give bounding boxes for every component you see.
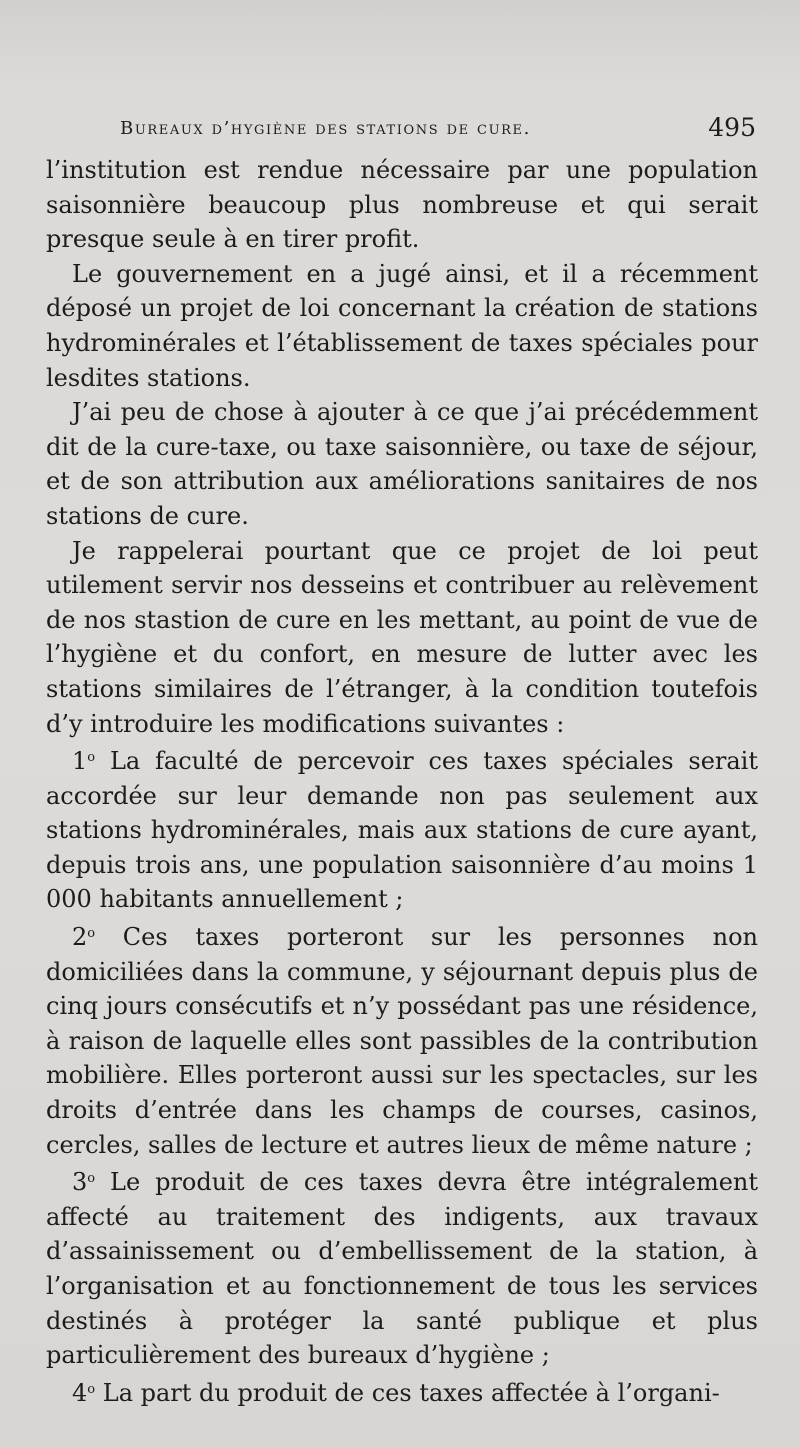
paragraph-text: Le gouvernement en a jugé ainsi, et il a récemment déposé un projet de loi concernant la création de stations hydrominérales et l’établissement de taxes spéciales pour lesdites stations. xyxy=(46,259,758,392)
item-text: La faculté de percevoir ces taxes spéciales serait accordée sur leur demande non pas seulement aux stations hydrominérales, mais aux stations de cure ayant, depuis trois ans, une population saisonnière d’au moins 1 000 habitants annuellement ; xyxy=(46,747,758,914)
paragraph-text: J’ai peu de chose à ajouter à ce que j’ai précédemment dit de la cure-taxe, ou taxe saisonnière, ou taxe de séjour, et de son attribution aux améliorations sanitaires de nos stations de cure. xyxy=(46,398,758,530)
body-text xyxy=(46,153,758,1410)
paragraph-government-bill xyxy=(46,257,758,395)
paragraph-modifications-intro xyxy=(46,534,758,742)
item-text: La part du produit de ces taxes affectée à l’organi- xyxy=(102,1378,720,1407)
paragraph-text: l’institution est rendue nécessaire par une population saisonnière beaucoup plus nombreuse et qui serait presque seule à en tirer profit. xyxy=(46,156,758,254)
paragraph-cure-tax xyxy=(46,395,758,533)
running-title: Bureaux d’hygiène des stations de cure. xyxy=(120,118,531,139)
numbered-item-3 xyxy=(46,1162,758,1373)
item-text: Le produit de ces taxes devra être intégralement affecté au traitement des indigents, aux travaux d’assainissement ou d’embellissement de la station, à l’organisation et au fonctionnement de tous les services destinés à protéger la santé publique et plus particulièrement des bureaux d’hygiène ; xyxy=(46,1168,758,1370)
item-number: 3$^o$ xyxy=(72,1168,96,1197)
paragraph-text: Je rappelerai pourtant que ce projet de loi peut utilement servir nos desseins et contribuer au relèvement de nos stastion de cure en les mettant, au point de vue de l’hygiène et du confort, en mesure de lutter avec les stations similaires de l’étranger, à la condition toutefois d’y introduire les modifications suivantes : xyxy=(46,536,758,738)
numbered-item-2 xyxy=(46,917,758,1162)
page-header xyxy=(120,113,770,146)
paragraph-continuation xyxy=(46,153,758,257)
numbered-item-4 xyxy=(46,1373,758,1411)
item-text: Ces taxes porteront sur les personnes non domiciliées dans la commune, y séjournant depuis plus de cinq jours consécutifs et n’y possédant pas une résidence, à raison de laquelle elles sont passibles de la contribution mobilière. Elles porteront aussi sur les spectacles, sur les droits d’entrée dans les champs de courses, casinos, cercles, salles de lecture et autres lieux de même nature ; xyxy=(46,923,758,1159)
page-number: 495 xyxy=(708,113,756,142)
item-number: 4$^o$ xyxy=(72,1378,96,1407)
numbered-item-1 xyxy=(46,741,758,917)
item-number: 1$^o$ xyxy=(72,747,96,776)
item-number: 2$^o$ xyxy=(72,923,96,952)
